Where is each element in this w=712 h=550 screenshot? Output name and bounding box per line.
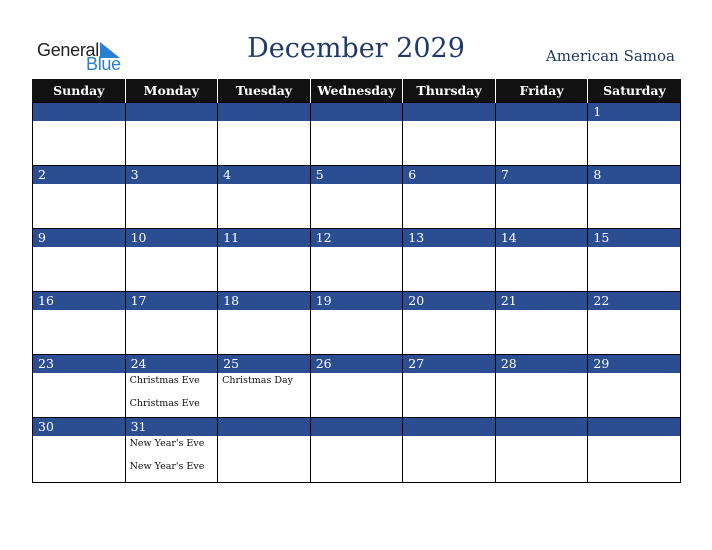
day-cell[interactable] xyxy=(588,355,681,418)
day-cell[interactable] xyxy=(125,166,218,229)
day-cell[interactable] xyxy=(310,292,403,355)
week-row xyxy=(33,292,681,355)
day-cell[interactable] xyxy=(218,229,311,292)
day-number: 5 xyxy=(311,166,403,184)
day-cell[interactable] xyxy=(495,166,588,229)
holiday-label: New Year's Eve xyxy=(129,438,205,449)
day-cell[interactable] xyxy=(588,229,681,292)
day-cell[interactable] xyxy=(495,103,588,166)
day-number xyxy=(33,103,125,121)
week-row xyxy=(33,355,681,418)
day-number xyxy=(403,103,495,121)
day-cell[interactable] xyxy=(495,229,588,292)
logo-word-general: General xyxy=(37,40,99,60)
day-cell[interactable] xyxy=(125,418,218,483)
day-number: 19 xyxy=(311,292,403,310)
day-number: 8 xyxy=(588,166,680,184)
day-number: 12 xyxy=(311,229,403,247)
day-cell[interactable] xyxy=(33,229,126,292)
day-cell[interactable] xyxy=(125,355,218,418)
day-number: 23 xyxy=(33,355,125,373)
day-number: 18 xyxy=(218,292,310,310)
day-number xyxy=(311,418,403,436)
holiday-label: New Year's Eve xyxy=(129,461,205,472)
day-cell[interactable] xyxy=(218,355,311,418)
day-cell[interactable] xyxy=(33,418,126,483)
holiday-label: Christmas Eve xyxy=(129,375,200,386)
day-number xyxy=(496,418,588,436)
day-cell[interactable] xyxy=(33,355,126,418)
week-row xyxy=(33,103,681,166)
day-cell[interactable] xyxy=(588,292,681,355)
day-cell[interactable] xyxy=(403,418,496,483)
day-cell[interactable] xyxy=(218,166,311,229)
day-cell[interactable] xyxy=(33,292,126,355)
day-cell[interactable] xyxy=(403,166,496,229)
day-number: 26 xyxy=(311,355,403,373)
day-number: 22 xyxy=(588,292,680,310)
calendar-grid xyxy=(32,79,681,483)
day-number: 16 xyxy=(33,292,125,310)
day-cell[interactable] xyxy=(33,166,126,229)
day-number: 9 xyxy=(33,229,125,247)
day-number: 27 xyxy=(403,355,495,373)
day-number xyxy=(218,418,310,436)
day-cell[interactable] xyxy=(588,166,681,229)
day-number xyxy=(311,103,403,121)
weekday-tuesday: Tuesday xyxy=(218,79,311,103)
day-number: 21 xyxy=(496,292,588,310)
day-cell[interactable] xyxy=(125,229,218,292)
day-number: 4 xyxy=(218,166,310,184)
day-cell[interactable] xyxy=(310,229,403,292)
day-number xyxy=(403,418,495,436)
day-cell[interactable] xyxy=(310,355,403,418)
day-number xyxy=(126,103,218,121)
day-number: 11 xyxy=(218,229,310,247)
week-row xyxy=(33,418,681,483)
region-label: American Samoa xyxy=(545,47,675,65)
day-number: 3 xyxy=(126,166,218,184)
day-cell[interactable] xyxy=(125,103,218,166)
day-cell[interactable] xyxy=(403,103,496,166)
holiday-label: Christmas Eve xyxy=(129,398,200,409)
weekday-monday: Monday xyxy=(125,79,218,103)
day-cell[interactable] xyxy=(495,418,588,483)
day-number: 7 xyxy=(496,166,588,184)
day-number: 6 xyxy=(403,166,495,184)
day-cell[interactable] xyxy=(403,229,496,292)
page-title: December 2029 xyxy=(247,33,465,64)
day-cell[interactable] xyxy=(403,292,496,355)
day-number: 2 xyxy=(33,166,125,184)
day-number: 15 xyxy=(588,229,680,247)
day-cell[interactable] xyxy=(125,292,218,355)
week-row xyxy=(33,166,681,229)
day-number xyxy=(588,418,680,436)
day-number: 20 xyxy=(403,292,495,310)
day-number xyxy=(496,103,588,121)
day-number: 24 xyxy=(126,355,218,373)
day-cell[interactable] xyxy=(495,292,588,355)
weekday-sunday: Sunday xyxy=(33,79,126,103)
weekday-saturday: Saturday xyxy=(588,79,681,103)
day-number: 13 xyxy=(403,229,495,247)
day-cell[interactable] xyxy=(218,292,311,355)
weekday-thursday: Thursday xyxy=(403,79,496,103)
day-number: 10 xyxy=(126,229,218,247)
day-cell[interactable] xyxy=(495,355,588,418)
day-cell[interactable] xyxy=(310,166,403,229)
day-number xyxy=(218,103,310,121)
day-number: 28 xyxy=(496,355,588,373)
weekday-header-row xyxy=(33,79,681,103)
day-cell[interactable] xyxy=(403,355,496,418)
holiday-label: Christmas Day xyxy=(222,375,293,386)
day-cell[interactable] xyxy=(310,418,403,483)
day-cell[interactable] xyxy=(310,103,403,166)
day-number: 31 xyxy=(126,418,218,436)
day-cell[interactable] xyxy=(588,418,681,483)
day-number: 14 xyxy=(496,229,588,247)
day-cell[interactable] xyxy=(33,103,126,166)
day-number: 29 xyxy=(588,355,680,373)
day-cell[interactable] xyxy=(588,103,681,166)
day-cell[interactable] xyxy=(218,418,311,483)
day-number: 1 xyxy=(588,103,680,121)
weekday-friday: Friday xyxy=(495,79,588,103)
week-row xyxy=(33,229,681,292)
logo-word-blue: Blue xyxy=(86,54,121,74)
day-number: 30 xyxy=(33,418,125,436)
day-number: 17 xyxy=(126,292,218,310)
day-cell[interactable] xyxy=(218,103,311,166)
day-number: 25 xyxy=(218,355,310,373)
weekday-wednesday: Wednesday xyxy=(310,79,403,103)
